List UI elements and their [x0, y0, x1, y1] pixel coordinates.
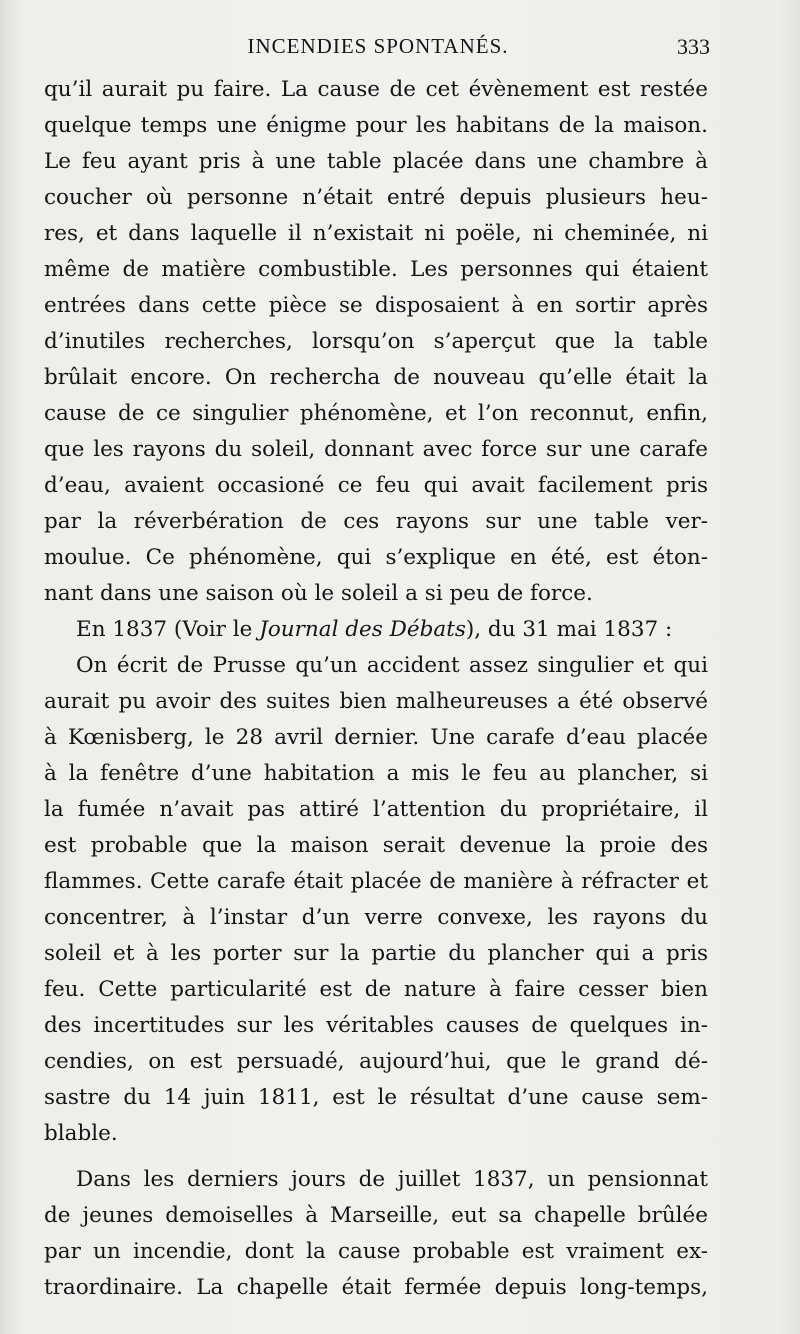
paragraph	[44, 648, 708, 1152]
text-line: cendies, on est persuadé, aujourd’hui, que le grand dé-	[44, 1049, 708, 1074]
citation-line	[44, 612, 708, 648]
text-line: res, et dans laquelle il n’existait ni poële, ni cheminée, ni	[44, 221, 708, 246]
text-line: à Kœnisberg, le 28 avril dernier. Une carafe d’eau placée	[44, 725, 708, 750]
running-title: INCENDIES SPONTANÉS.	[247, 34, 509, 58]
text-line: moulue. Ce phénomène, qui s’explique en été, est éton-	[44, 545, 708, 570]
journal-title: Journal des Débats	[259, 617, 466, 642]
text-line: des incertitudes sur les véritables causes de quelques in-	[44, 1013, 708, 1038]
text-line: brûlait encore. On rechercha de nouveau qu’elle était la	[44, 365, 708, 390]
text-line: traordinaire. La chapelle était fermée depuis long-temps,	[44, 1275, 708, 1300]
text-line: que les rayons du soleil, donnant avec force sur une carafe	[44, 437, 708, 462]
paragraph-continuation	[44, 72, 708, 612]
text-line: par la réverbération de ces rayons sur une table ver-	[44, 509, 708, 534]
paragraph	[44, 1162, 708, 1306]
text-line: concentrer, à l’instar d’un verre convexe, les rayons du	[44, 905, 708, 930]
text-line: Le feu ayant pris à une table placée dans une chambre à	[44, 149, 708, 174]
text-line: Dans les derniers jours de juillet 1837, un pensionnat	[76, 1167, 708, 1192]
body-text	[44, 72, 708, 1306]
text-line: coucher où personne n’était entré depuis plusieurs heu-	[44, 185, 708, 210]
text-line: la fumée n’avait pas attiré l’attention du propriétaire, il	[44, 797, 708, 822]
text-line: est probable que la maison serait devenue la proie des	[44, 833, 708, 858]
text-line: flammes. Cette carafe était placée de manière à réfracter et	[44, 869, 708, 894]
page-number: 333	[677, 34, 710, 59]
text-line: d’eau, avaient occasioné ce feu qui avait facilement pris	[44, 473, 708, 498]
text-line: même de matière combustible. Les personnes qui étaient	[44, 257, 708, 282]
text-line: entrées dans cette pièce se disposaient à en sortir après	[44, 293, 708, 318]
text-line: soleil et à les porter sur la partie du plancher qui a pris	[44, 941, 708, 966]
text-line: nant dans une saison où le soleil a si peu de force.	[44, 581, 593, 606]
text-line: quelque temps une énigme pour les habitans de la maison.	[44, 113, 708, 138]
text-line: sastre du 14 juin 1811, est le résultat d’une cause sem-	[44, 1085, 708, 1110]
text-line: On écrit de Prusse qu’un accident assez singulier et qui	[76, 653, 708, 678]
running-head	[44, 34, 712, 62]
text-line: à la fenêtre d’une habitation a mis le feu au plancher, si	[44, 761, 708, 786]
text-line: de jeunes demoiselles à Marseille, eut sa chapelle brûlée	[44, 1203, 708, 1228]
text-line: par un incendie, dont la cause probable est vraiment ex-	[44, 1239, 708, 1264]
text-line: d’inutiles recherches, lorsqu’on s’aperçut que la table	[44, 329, 708, 354]
text-line: feu. Cette particularité est de nature à faire cesser bien	[44, 977, 708, 1002]
text-line: aurait pu avoir des suites bien malheureuses a été observé	[44, 689, 708, 714]
citation-after: ), du 31 mai 1837 :	[465, 617, 673, 642]
text-line: qu’il aurait pu faire. La cause de cet évènement est restée	[44, 77, 708, 102]
text-line: cause de ce singulier phénomène, et l’on reconnut, enfin,	[44, 401, 708, 426]
citation-before: En 1837 (Voir le	[76, 617, 260, 642]
text-line: blable.	[44, 1121, 118, 1146]
